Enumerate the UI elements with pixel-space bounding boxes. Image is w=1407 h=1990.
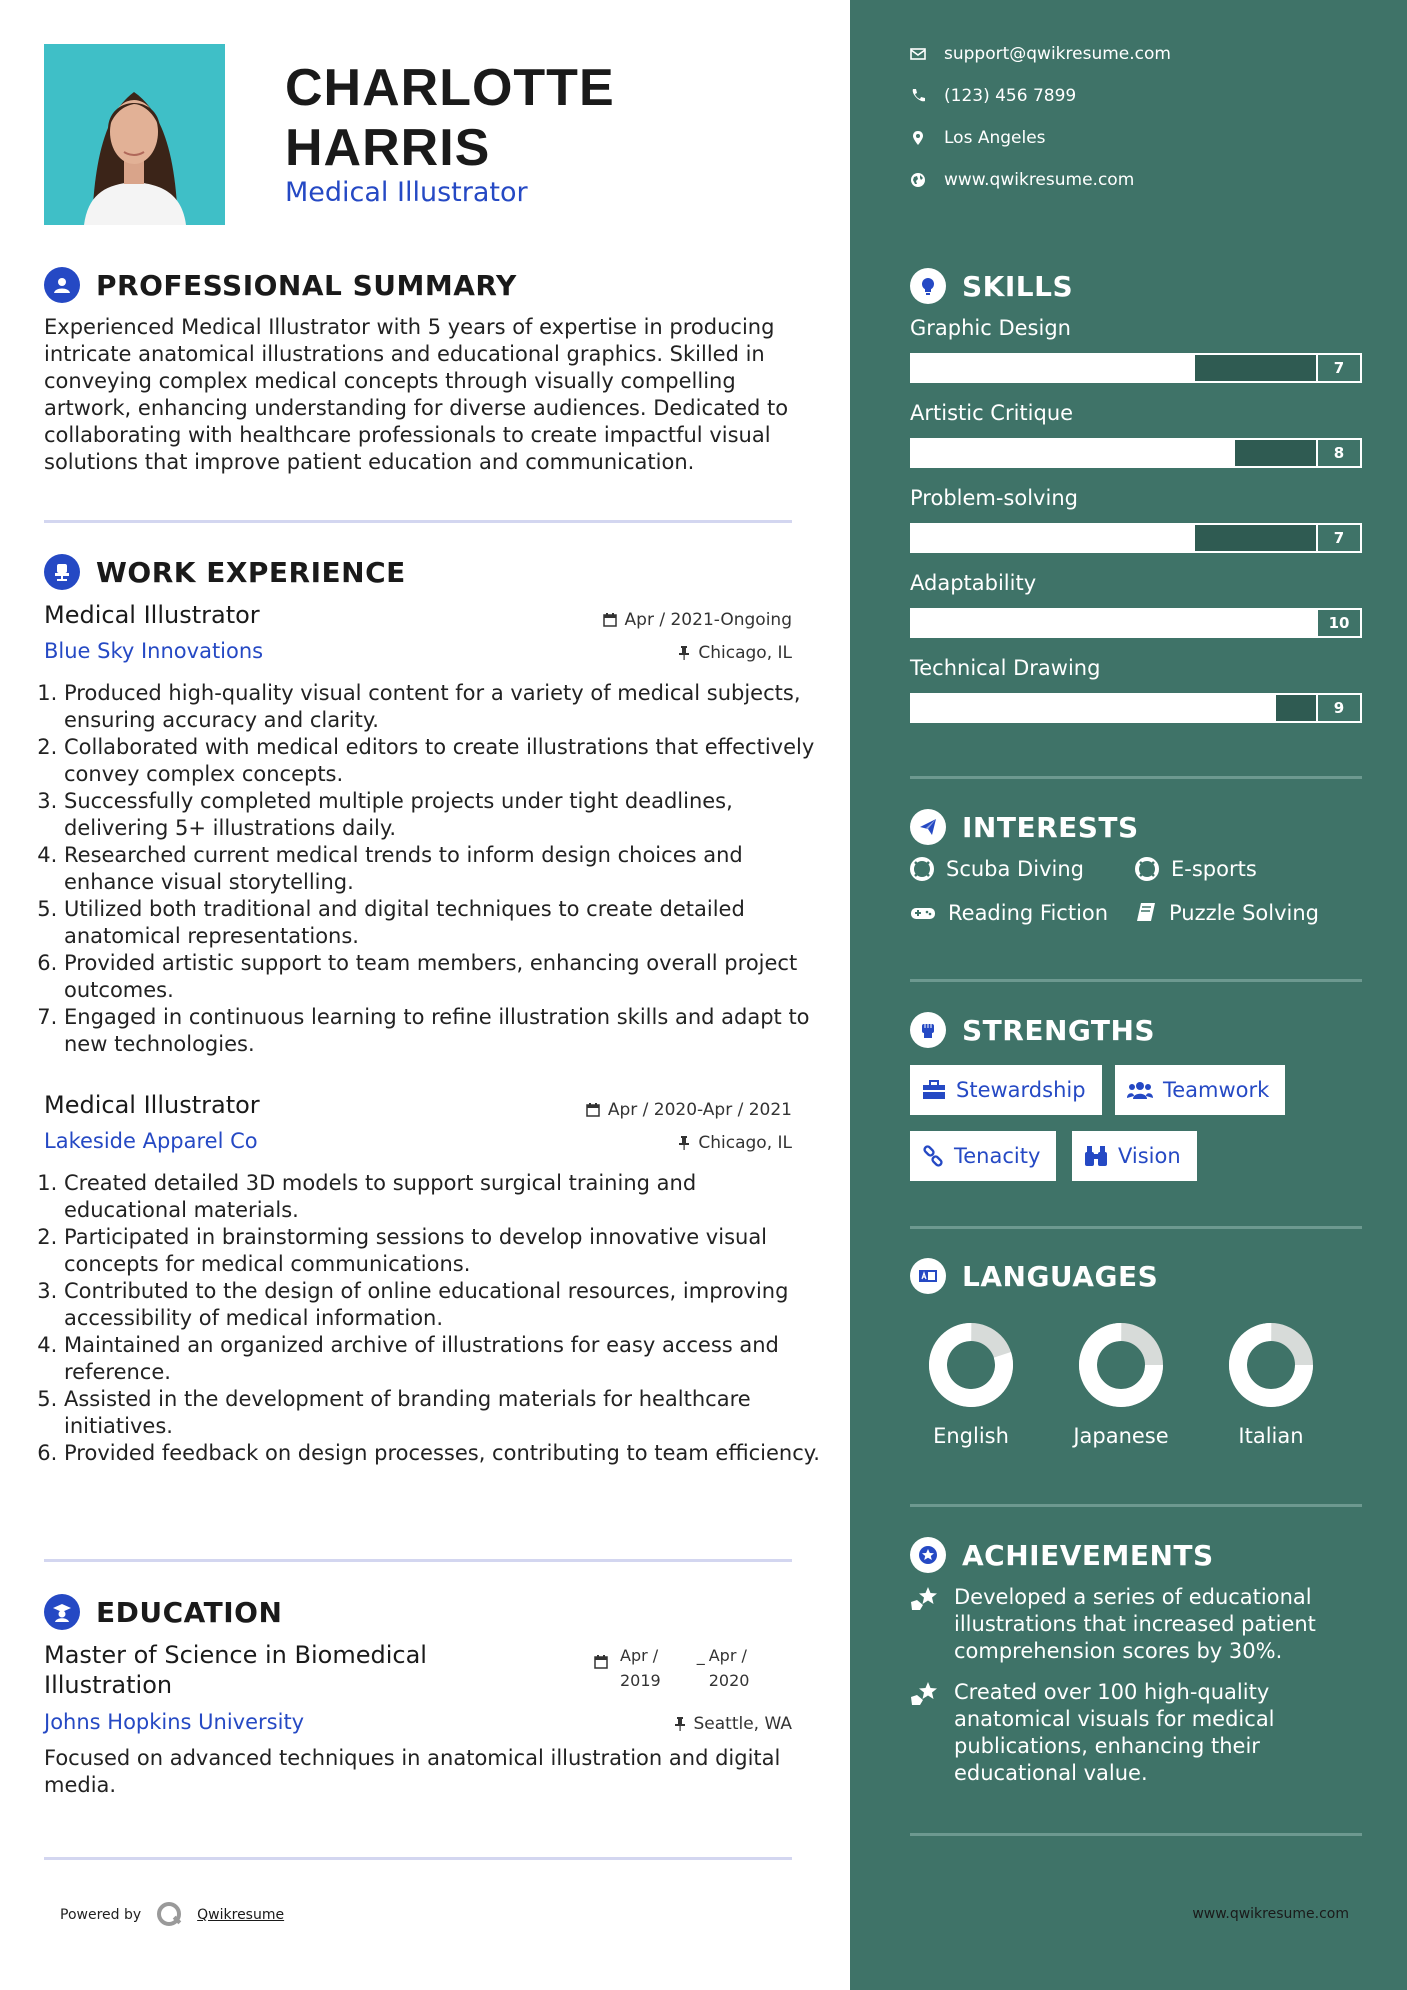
section-divider (44, 1559, 792, 1562)
calendar-icon (586, 1103, 600, 1117)
contact-location (910, 128, 1046, 148)
interests-title: INTERESTS (962, 810, 1139, 844)
paper-plane-icon (910, 809, 946, 845)
education-date-separator: _ (696, 1646, 705, 1665)
pin-icon (678, 646, 690, 660)
interest-label: Puzzle Solving (1169, 901, 1319, 925)
calendar-icon (603, 613, 617, 627)
skill-name: Technical Drawing (910, 656, 1101, 680)
skill-bar (910, 608, 1362, 638)
summary-title: PROFESSIONAL SUMMARY (96, 268, 517, 302)
education-degree: Master of Science in Biomedical Illustration (44, 1641, 427, 1699)
interest-item (910, 901, 1108, 925)
education-end (709, 1643, 750, 1693)
user-icon (44, 267, 80, 303)
profile-photo (44, 44, 225, 225)
education-location (674, 1714, 793, 1734)
skill-bar-fill (912, 610, 1316, 636)
section-divider (44, 520, 792, 523)
education-title: EDUCATION (96, 1595, 283, 1629)
skill-bar-fill (912, 525, 1195, 551)
job-location (678, 1133, 792, 1153)
achievements-title: ACHIEVEMENTS (962, 1538, 1214, 1572)
job-dates-text: Apr / 2020-Apr / 2021 (607, 1100, 792, 1120)
section-divider (910, 1504, 1362, 1507)
skill-bar (910, 438, 1362, 468)
strength-label: Tenacity (954, 1144, 1041, 1168)
list-item: 1. Produced high-quality visual content for a variety of medical subjects, ensuring accuracy and clarity. (64, 680, 824, 734)
book-icon (1135, 901, 1157, 925)
qwikresume-logo-icon (155, 1900, 185, 1930)
pin-icon (674, 1717, 686, 1731)
gamepad-icon (910, 901, 936, 925)
education-end-year: 2020 (708, 1671, 750, 1690)
skill-bar-fill (912, 695, 1276, 721)
section-divider (910, 1226, 1362, 1229)
briefcase-icon (922, 1080, 946, 1100)
list-item: 3. Contributed to the design of online educational resources, improving accessibility of medical information. (64, 1278, 824, 1332)
job-company: Lakeside Apparel Co (44, 1129, 258, 1153)
education-end-month: Apr / (708, 1646, 747, 1665)
skill-name: Graphic Design (910, 316, 1071, 340)
interest-item (1135, 857, 1257, 881)
job-location-text: Chicago, IL (698, 1133, 792, 1153)
achievement-text: Developed a series of educational illustrations that increased patient comprehension scores by 30%. (954, 1585, 1316, 1663)
job-dates-text: Apr / 2021-Ongoing (624, 610, 792, 630)
language-icon (910, 1258, 946, 1294)
list-item: 2. Collaborated with medical editors to create illustrations that effectively convey complex concepts. (64, 734, 824, 788)
interest-label: Scuba Diving (946, 857, 1084, 881)
contact-email-text: support@qwikresume.com (944, 44, 1171, 64)
lifebuoy-icon (910, 857, 934, 881)
contact-email (910, 44, 1171, 64)
map-marker-icon (910, 130, 926, 146)
list-item: 5. Assisted in the development of branding materials for healthcare initiatives. (64, 1386, 824, 1440)
skills-heading (910, 268, 1073, 304)
languages-heading (910, 1258, 1158, 1294)
powered-by (60, 1900, 284, 1930)
skill-bar (910, 693, 1362, 723)
education-description: Focused on advanced techniques in anatomical illustration and digital media. (44, 1746, 781, 1797)
education-start (620, 1643, 661, 1693)
skill-name: Problem-solving (910, 486, 1078, 510)
language-proficiency-ring (926, 1320, 1016, 1410)
interest-label: E-sports (1171, 857, 1257, 881)
job-dates (603, 610, 792, 630)
footer-url[interactable]: www.qwikresume.com (1192, 1906, 1349, 1922)
graduate-icon (44, 1594, 80, 1630)
calendar-icon (594, 1655, 608, 1669)
list-item: 2. Participated in brainstorming sessions to develop innovative visual concepts for medical communications. (64, 1224, 824, 1278)
education-school: Johns Hopkins University (44, 1710, 305, 1734)
skill-name: Artistic Critique (910, 401, 1074, 425)
globe-icon (910, 172, 926, 188)
list-item: 1. Created detailed 3D models to support surgical training and educational materials. (64, 1170, 824, 1224)
list-item: 6. Provided feedback on design processes, contributing to team efficiency. (64, 1440, 824, 1467)
achievements-heading (910, 1537, 1214, 1573)
strength-label: Stewardship (956, 1078, 1086, 1102)
education-start-year: 2019 (620, 1671, 661, 1690)
job-title: Medical Illustrator (285, 177, 528, 208)
language-name: English (933, 1424, 1009, 1448)
achievement-item (910, 1679, 1360, 1787)
star-hand-icon (910, 1586, 940, 1612)
skill-bar (910, 353, 1362, 383)
section-divider (910, 776, 1362, 779)
section-divider (910, 1833, 1362, 1836)
language-name: Japanese (1073, 1424, 1169, 1448)
interest-item (910, 857, 1084, 881)
job-role: Medical Illustrator (44, 601, 260, 629)
sidebar (850, 0, 1407, 1990)
contact-location-text: Los Angeles (944, 128, 1046, 148)
binoculars-icon (1084, 1145, 1108, 1167)
education-location-text: Seattle, WA (693, 1714, 792, 1734)
job-bullets (38, 680, 824, 1058)
achievement-item (910, 1584, 1360, 1665)
education-heading (44, 1594, 282, 1630)
section-divider (44, 1857, 792, 1860)
name-last: HARRIS (285, 119, 491, 177)
language-proficiency-ring (1076, 1320, 1166, 1410)
list-item: 5. Utilized both traditional and digital techniques to create detailed anatomical representations. (64, 896, 824, 950)
section-divider (910, 979, 1362, 982)
skill-bar (910, 523, 1362, 553)
language-name: Italian (1238, 1424, 1304, 1448)
list-item: 6. Provided artistic support to team members, enhancing overall project outcomes. (64, 950, 824, 1004)
language-item (1046, 1320, 1196, 1448)
interests-heading (910, 809, 1139, 845)
strengths-heading (910, 1012, 1155, 1048)
skill-level: 7 (1316, 355, 1360, 381)
list-item: 7. Engaged in continuous learning to refine illustration skills and adapt to new technologies. (64, 1004, 824, 1058)
education-dates (594, 1643, 749, 1693)
candidate-name (285, 58, 615, 178)
strength-label: Vision (1118, 1144, 1181, 1168)
skill-level: 8 (1316, 440, 1360, 466)
languages-title: LANGUAGES (962, 1259, 1159, 1293)
contact-website (910, 170, 1134, 190)
contact-phone (910, 86, 1076, 106)
summary-text: Experienced Medical Illustrator with 5 years of expertise in producing intricate anatomical illustrations and educational graphics. Skilled in conveying complex medical concepts through visually compelling artwork, enhancing understanding for diverse audiences. Dedicated to collaborating with healthcare professionals to create impactful visual solutions that improve patient education and communication. (44, 315, 789, 474)
qwikresume-link[interactable]: Qwikresume (197, 1907, 285, 1923)
skill-level: 9 (1316, 695, 1360, 721)
interest-label: Reading Fiction (948, 901, 1109, 925)
skill-level: 10 (1316, 610, 1360, 636)
strength-label: Teamwork (1163, 1078, 1270, 1102)
strength-tag (1072, 1131, 1197, 1181)
phone-icon (910, 88, 926, 104)
job-location (678, 643, 792, 663)
link-icon (922, 1145, 944, 1167)
strength-tag (1115, 1065, 1285, 1115)
skill-level: 7 (1316, 525, 1360, 551)
skill-bar-fill (912, 355, 1195, 381)
experience-title: WORK EXPERIENCE (96, 555, 406, 589)
strength-tag (910, 1131, 1056, 1181)
summary-heading (44, 267, 517, 303)
experience-heading (44, 554, 406, 590)
envelope-icon (910, 46, 926, 62)
contact-website-text: www.qwikresume.com (944, 170, 1135, 190)
language-proficiency-ring (1226, 1320, 1316, 1410)
achievement-text: Created over 100 high-quality anatomical visuals for medical publications, enhancing their educational value. (954, 1680, 1275, 1785)
language-item (896, 1320, 1046, 1448)
strengths-title: STRENGTHS (962, 1013, 1156, 1047)
star-hand-icon (910, 1681, 940, 1707)
strength-tag (910, 1065, 1102, 1115)
star-badge-icon (910, 1537, 946, 1573)
education-start-month: Apr / (620, 1646, 659, 1665)
job-role: Medical Illustrator (44, 1091, 260, 1119)
skill-bar-fill (912, 440, 1235, 466)
name-first: CHARLOTTE (285, 59, 615, 117)
lightbulb-icon (910, 268, 946, 304)
users-icon (1127, 1080, 1153, 1100)
job-dates (586, 1100, 792, 1120)
powered-by-label: Powered by (60, 1907, 142, 1923)
job-company: Blue Sky Innovations (44, 639, 264, 663)
lifebuoy-icon (1135, 857, 1159, 881)
chair-icon (44, 554, 80, 590)
skills-title: SKILLS (962, 269, 1074, 303)
fist-icon (910, 1012, 946, 1048)
job-location-text: Chicago, IL (698, 643, 792, 663)
list-item: 4. Maintained an organized archive of illustrations for easy access and reference. (64, 1332, 824, 1386)
skill-name: Adaptability (910, 571, 1037, 595)
list-item: 4. Researched current medical trends to inform design choices and enhance visual storytelling. (64, 842, 824, 896)
interest-item (1135, 901, 1319, 925)
language-item (1196, 1320, 1346, 1448)
contact-phone-text: (123) 456 7899 (944, 86, 1077, 106)
job-bullets (38, 1170, 824, 1467)
pin-icon (678, 1136, 690, 1150)
list-item: 3. Successfully completed multiple projects under tight deadlines, delivering 5+ illustrations daily. (64, 788, 824, 842)
